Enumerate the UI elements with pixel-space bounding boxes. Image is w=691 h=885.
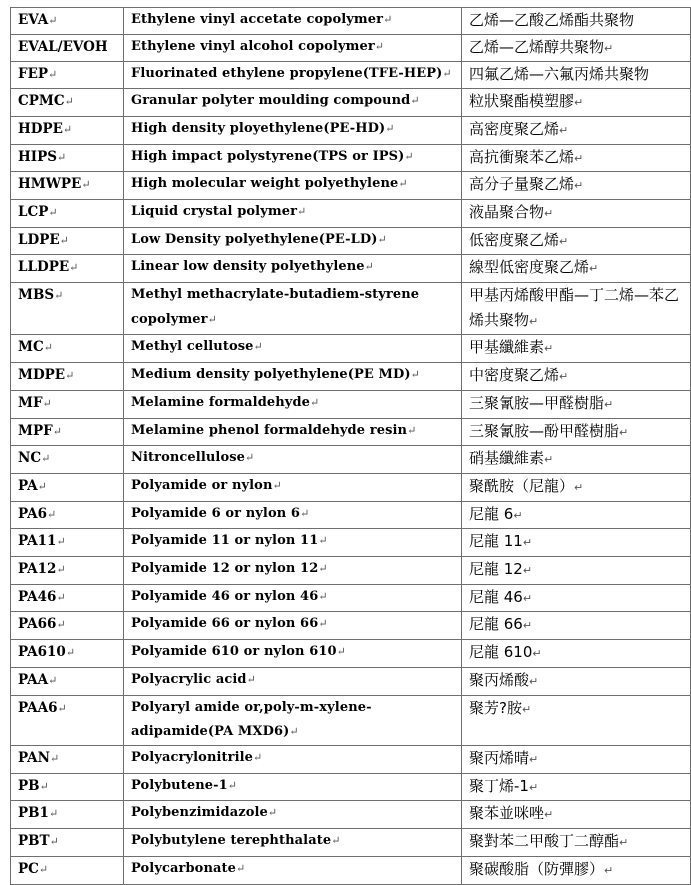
chinese-name-cell: 尼龍 11↵ [462, 529, 691, 557]
chinese-name-cell: 尼龍 66↵ [462, 612, 691, 640]
english-name-cell: Polyamide 610 or nylon 610↵ [124, 640, 462, 668]
english-name-cell: Polycarbonate↵ [124, 856, 462, 884]
abbreviation-cell: PA66↵ [11, 612, 124, 640]
abbreviation-cell: HIPS↵ [11, 144, 124, 172]
abbreviation-cell: PB1↵ [11, 801, 124, 829]
english-name-cell: Polyamide 12 or nylon 12↵ [124, 557, 462, 585]
chinese-name-cell: 三聚氰胺—酚甲醛樹脂↵ [462, 418, 691, 446]
chinese-name-cell: 甲基纖維素↵ [462, 335, 691, 363]
table-row [11, 640, 691, 668]
table-row [11, 584, 691, 612]
table-row [11, 695, 691, 745]
table-row [11, 557, 691, 585]
abbreviation-cell: PA610↵ [11, 640, 124, 668]
abbreviation-cell: MDPE↵ [11, 363, 124, 391]
table-row [11, 363, 691, 391]
english-name-cell: Polyamide 11 or nylon 11↵ [124, 529, 462, 557]
chinese-name-cell: 聚芳?胺↵ [462, 695, 691, 745]
english-name-cell: Ethylene vinyl alcohol copolymer↵ [124, 34, 462, 62]
english-name-cell: Methyl cellutose↵ [124, 335, 462, 363]
english-name-cell: High impact polystyrene(TPS or IPS)↵ [124, 144, 462, 172]
table-row [11, 144, 691, 172]
table-row [11, 667, 691, 695]
abbreviation-cell: PA11↵ [11, 529, 124, 557]
chinese-name-cell: 聚丙烯晴↵ [462, 745, 691, 773]
table-row [11, 255, 691, 283]
abbreviation-cell: MPF↵ [11, 418, 124, 446]
table-row [11, 89, 691, 117]
table-row [11, 801, 691, 829]
chinese-name-cell: 尼龍 610↵ [462, 640, 691, 668]
table-row [11, 116, 691, 144]
chinese-name-cell: 高分子量聚乙烯↵ [462, 172, 691, 200]
chinese-name-cell: 四氟乙烯—六氟丙烯共聚物 [462, 62, 691, 89]
english-name-cell: Medium density polyethylene(PE MD)↵ [124, 363, 462, 391]
english-name-cell: Melamine phenol formaldehyde resin↵ [124, 418, 462, 446]
chinese-name-cell: 尼龍 46↵ [462, 584, 691, 612]
abbreviation-cell: HDPE↵ [11, 116, 124, 144]
english-name-cell: Ethylene vinyl accetate copolymer↵ [124, 8, 462, 35]
english-name-cell: Polybutene-1↵ [124, 773, 462, 801]
chinese-name-cell: 中密度聚乙烯↵ [462, 363, 691, 391]
chinese-name-cell: 聚丁烯-1↵ [462, 773, 691, 801]
english-name-cell: Liquid crystal polymer↵ [124, 199, 462, 227]
english-name-cell: Melamine formaldehyde↵ [124, 390, 462, 418]
chinese-name-cell: 乙烯—乙酸乙烯酯共聚物 [462, 8, 691, 35]
table-row [11, 335, 691, 363]
table-row [11, 612, 691, 640]
english-name-cell: Polyamide 6 or nylon 6↵ [124, 501, 462, 529]
abbreviation-cell: HMWPE↵ [11, 172, 124, 200]
table-row [11, 8, 691, 35]
abbreviation-cell: PA6↵ [11, 501, 124, 529]
abbreviation-cell: PA46↵ [11, 584, 124, 612]
english-name-cell: Nitroncellulose↵ [124, 446, 462, 474]
chinese-name-cell: 高抗衝聚苯乙烯↵ [462, 144, 691, 172]
english-name-cell: Polyacrylonitrile↵ [124, 745, 462, 773]
abbreviation-cell: PA12↵ [11, 557, 124, 585]
table-row [11, 501, 691, 529]
chinese-name-cell: 低密度聚乙烯↵ [462, 227, 691, 255]
english-name-cell: High density ployethylene(PE-HD)↵ [124, 116, 462, 144]
table-row [11, 446, 691, 474]
english-name-cell: Polyaryl amide or,poly-m-xylene-adipamide(PA MXD6)↵ [124, 695, 462, 745]
abbreviation-cell: CPMC↵ [11, 89, 124, 117]
english-name-cell: Polyamide 46 or nylon 46↵ [124, 584, 462, 612]
chinese-name-cell: 液晶聚合物↵ [462, 199, 691, 227]
table-row [11, 34, 691, 62]
table-row [11, 418, 691, 446]
abbreviation-cell: MF↵ [11, 390, 124, 418]
table-row [11, 473, 691, 501]
table-row [11, 856, 691, 884]
abbreviation-cell: PAN↵ [11, 745, 124, 773]
english-name-cell: Polyamide 66 or nylon 66↵ [124, 612, 462, 640]
abbreviation-cell: NC↵ [11, 446, 124, 474]
chinese-name-cell: 聚丙烯酸↵ [462, 667, 691, 695]
abbreviation-cell: EVAL/EVOH [11, 34, 124, 62]
table-row [11, 745, 691, 773]
abbreviation-cell: PBT↵ [11, 829, 124, 857]
english-name-cell: Polyacrylic acid↵ [124, 667, 462, 695]
abbreviation-cell: PAA6↵ [11, 695, 124, 745]
table-row [11, 62, 691, 89]
chinese-name-cell: 尼龍 12↵ [462, 557, 691, 585]
english-name-cell: Low Density polyethylene(PE-LD)↵ [124, 227, 462, 255]
english-name-cell: Fluorinated ethylene propylene(TFE-HEP)↵ [124, 62, 462, 89]
english-name-cell: Granular polyter moulding compound↵ [124, 89, 462, 117]
table-row [11, 773, 691, 801]
chinese-name-cell: 聚對苯二甲酸丁二醇酯↵ [462, 829, 691, 857]
english-name-cell: Methyl methacrylate-butadiem-styrene copolymer↵ [124, 283, 462, 335]
chinese-name-cell: 聚碳酸脂（防彈膠）↵ [462, 856, 691, 884]
table-row [11, 172, 691, 200]
table-row [11, 829, 691, 857]
chinese-name-cell: 乙烯—乙烯醇共聚物↵ [462, 34, 691, 62]
english-name-cell: High molecular weight polyethylene↵ [124, 172, 462, 200]
chinese-name-cell: 尼龍 6↵ [462, 501, 691, 529]
english-name-cell: Polybenzimidazole↵ [124, 801, 462, 829]
english-name-cell: Linear low density polyethylene↵ [124, 255, 462, 283]
chinese-name-cell: 甲基丙烯酸甲酯—丁二烯—苯乙烯共聚物↵ [462, 283, 691, 335]
chinese-name-cell: 聚苯並咪唑↵ [462, 801, 691, 829]
english-name-cell: Polybutylene terephthalate↵ [124, 829, 462, 857]
abbreviation-cell: LLDPE↵ [11, 255, 124, 283]
table-row [11, 390, 691, 418]
table-row [11, 227, 691, 255]
chinese-name-cell: 三聚氰胺—甲醛樹脂↵ [462, 390, 691, 418]
table-row [11, 529, 691, 557]
abbreviation-cell: EVA↵ [11, 8, 124, 35]
chinese-name-cell: 線型低密度聚乙烯↵ [462, 255, 691, 283]
table-row [11, 283, 691, 335]
english-name-cell: Polyamide or nylon↵ [124, 473, 462, 501]
abbreviation-cell: MC↵ [11, 335, 124, 363]
abbreviation-cell: PC↵ [11, 856, 124, 884]
table-row [11, 199, 691, 227]
chinese-name-cell: 高密度聚乙烯↵ [462, 116, 691, 144]
abbreviation-cell: FEP↵ [11, 62, 124, 89]
abbreviation-cell: PB↵ [11, 773, 124, 801]
table-body [11, 8, 691, 885]
chinese-name-cell: 硝基纖維素↵ [462, 446, 691, 474]
abbreviation-cell: LDPE↵ [11, 227, 124, 255]
chinese-name-cell: 粒狀聚酯模塑膠↵ [462, 89, 691, 117]
chinese-name-cell: 聚酰胺（尼龍）↵ [462, 473, 691, 501]
plastics-abbreviation-table [10, 7, 691, 885]
abbreviation-cell: PAA↵ [11, 667, 124, 695]
abbreviation-cell: PA↵ [11, 473, 124, 501]
abbreviation-cell: MBS↵ [11, 283, 124, 335]
abbreviation-cell: LCP↵ [11, 199, 124, 227]
